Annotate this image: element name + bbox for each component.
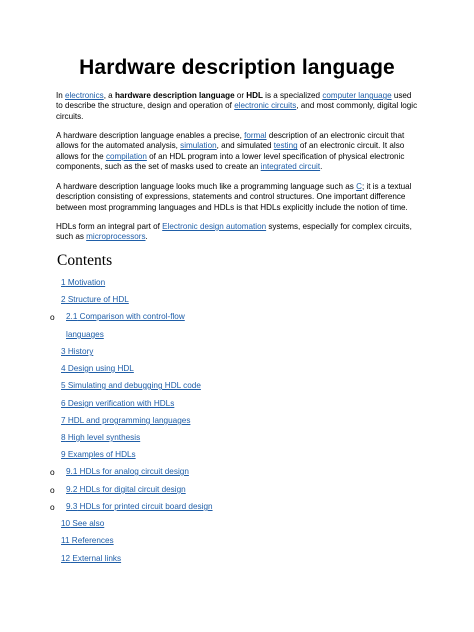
eda-paragraph	[56, 222, 418, 243]
toc-label: High level synthesis	[65, 433, 141, 442]
text-span: , a	[103, 91, 115, 100]
toc-number: 4	[61, 364, 66, 373]
bullet-marker: o	[50, 312, 55, 322]
toc-item-see-also[interactable]	[61, 519, 104, 529]
toc-number: 1	[61, 278, 66, 287]
toc-label: Examples of HDLs	[65, 450, 136, 459]
toc-number: 3	[61, 347, 66, 356]
link-integrated-circuit[interactable]: integrated circuit	[260, 162, 321, 172]
bullet-marker: o	[50, 502, 55, 512]
toc-number: 9.1	[66, 467, 78, 476]
toc-label: External links	[70, 554, 122, 563]
link-microprocessors[interactable]: microprocessors	[86, 232, 146, 242]
toc-label: References	[69, 536, 114, 545]
text-span: .	[145, 232, 148, 242]
toc-item-digital[interactable]	[66, 485, 186, 495]
link-eda[interactable]: Electronic design automation	[162, 222, 267, 231]
toc-label: HDLs for digital circuit design	[77, 485, 186, 494]
toc-label: History	[65, 347, 94, 356]
toc-number: 7	[61, 416, 66, 425]
toc-item-comparison[interactable]	[66, 312, 185, 322]
page-title: Hardware description language	[79, 56, 395, 79]
toc-label: Structure of HDL	[65, 295, 129, 304]
text-span: is a specialized	[262, 91, 323, 100]
toc-item-external-links[interactable]	[61, 554, 121, 564]
text-span: systems, especially for complex circuits, such as	[56, 222, 412, 242]
bullet-marker: o	[50, 485, 55, 495]
toc-number: 5	[61, 381, 66, 390]
toc-item-history[interactable]	[61, 347, 93, 357]
toc-number: 11	[61, 536, 70, 545]
link-simulation[interactable]: simulation	[180, 141, 217, 151]
toc-item-synthesis[interactable]	[61, 433, 140, 443]
link-electronic-circuits[interactable]: electronic circuits	[234, 101, 297, 111]
intro-paragraph	[56, 91, 418, 122]
toc-number: 2	[61, 295, 66, 304]
comparison-paragraph	[56, 182, 418, 213]
text-span: description of an electronic circuit that allows for the automated analysis,	[56, 131, 405, 151]
toc-number: 2.1	[66, 312, 78, 321]
text-span: , and simulated	[216, 141, 274, 151]
toc-number: 6	[61, 399, 66, 408]
toc-item-design[interactable]	[61, 364, 134, 374]
link-c[interactable]: C	[356, 182, 362, 191]
toc-label: See also	[70, 519, 105, 528]
toc-label: languages	[66, 330, 104, 339]
description-paragraph	[56, 131, 418, 173]
toc-item-analog[interactable]	[66, 467, 189, 477]
toc-item-comparison-continued[interactable]	[66, 330, 104, 340]
bold-term-hdl-full: hardware description language	[114, 91, 235, 100]
bold-term-hdl: HDL	[246, 91, 263, 100]
text-span: HDLs form an integral part of	[56, 222, 163, 231]
toc-item-references[interactable]	[61, 536, 114, 546]
text-span: A hardware description language looks much like a programming language such as	[56, 182, 357, 191]
contents-heading: Contents	[57, 252, 113, 269]
text-span: of an electronic circuit. It also allows for the	[56, 141, 405, 161]
text-span: , and most commonly, digital logic circuits.	[56, 101, 418, 121]
link-electronics[interactable]: electronics	[65, 91, 104, 100]
toc-item-motivation[interactable]	[61, 278, 105, 288]
toc-item-verification[interactable]	[61, 399, 174, 409]
bullet-marker: o	[50, 467, 55, 477]
text-span: A hardware description language enables a precise,	[56, 131, 245, 140]
text-span: or	[234, 91, 247, 100]
toc-item-simulating[interactable]	[61, 381, 201, 391]
link-formal[interactable]: formal	[244, 131, 267, 140]
link-computer-language[interactable]: computer language	[322, 91, 392, 100]
toc-number: 12	[61, 554, 71, 563]
toc-label: Comparison with control-flow	[77, 312, 185, 321]
text-span: of an HDL program into a lower level specification of physical electronic components, such as the set of masks used to create an	[56, 151, 405, 172]
toc-number: 9.3	[66, 502, 78, 511]
toc-label: Simulating and debugging HDL code	[65, 381, 201, 390]
toc-item-examples[interactable]	[61, 450, 136, 460]
link-compilation[interactable]: compilation	[105, 151, 147, 161]
toc-number: 9.2	[66, 485, 78, 494]
text-span: used to describe the structure, design and operation of	[56, 91, 412, 111]
toc-item-structure[interactable]	[61, 295, 129, 305]
text-span: ; it is a textual description consisting of expressions, statements and control structures. One important difference between most programming languages and HDLs is that HDLs explicitly include the notion of time.	[56, 182, 412, 212]
text-span: In	[56, 91, 65, 100]
toc-label: Design using HDL	[65, 364, 134, 373]
toc-label: HDL and programming languages	[65, 416, 191, 425]
toc-label: HDLs for analog circuit design	[77, 467, 189, 476]
toc-item-pcb[interactable]	[66, 502, 213, 512]
text-span: .	[320, 162, 323, 172]
link-testing[interactable]: testing	[273, 141, 298, 151]
toc-label: Design verification with HDLs	[65, 399, 175, 408]
toc-number: 9	[61, 450, 66, 459]
toc-label: Motivation	[65, 278, 106, 287]
toc-label: HDLs for printed circuit board design	[77, 502, 213, 511]
toc-item-programming-languages[interactable]	[61, 416, 190, 426]
toc-number: 10	[61, 519, 71, 528]
toc-number: 8	[61, 433, 66, 442]
